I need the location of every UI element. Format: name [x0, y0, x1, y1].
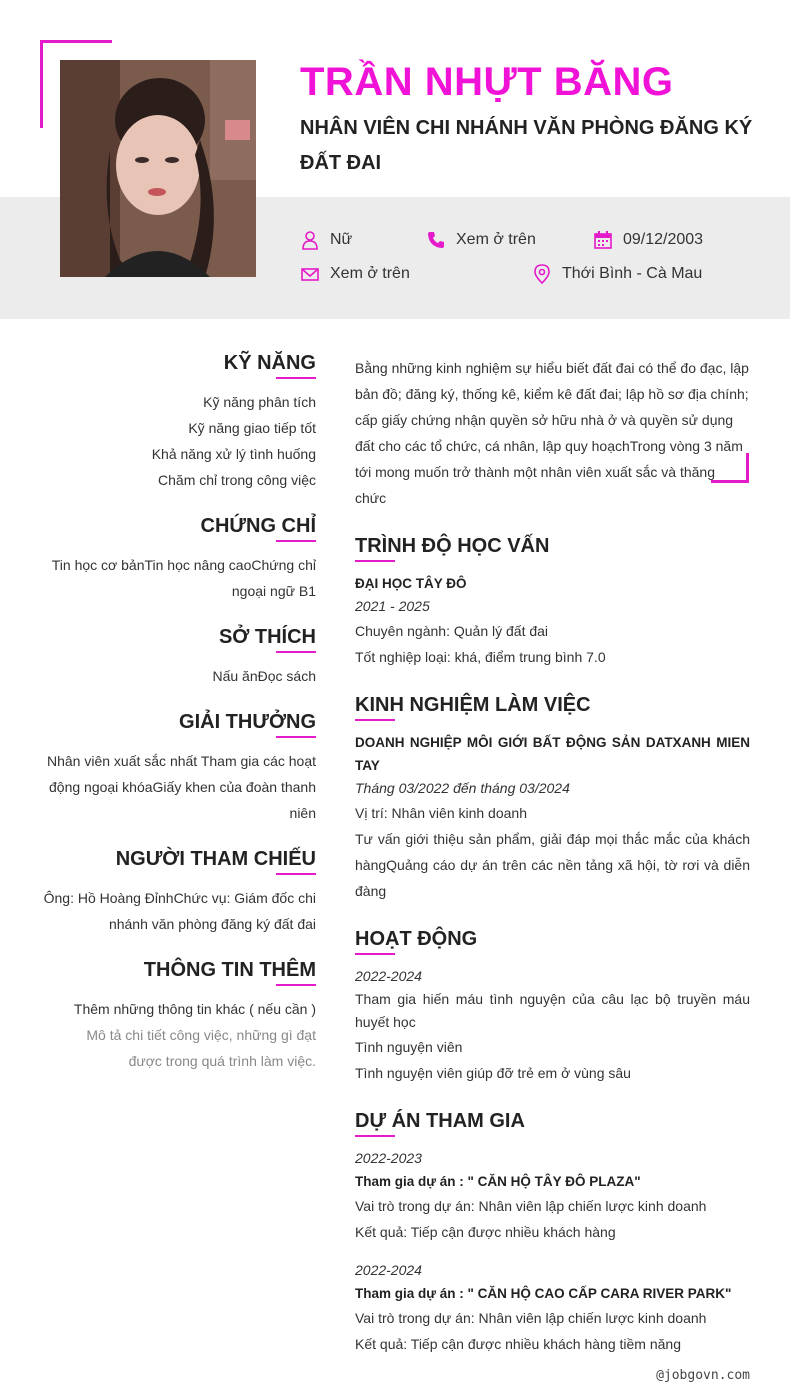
experience-section — [355, 694, 750, 904]
contact-gender — [300, 230, 352, 250]
email-value[interactable]: Xem ở trên — [330, 265, 410, 282]
project-item — [355, 1259, 750, 1357]
project-name: Tham gia dự án : " CĂN HỘ CAO CẤP CARA RIVER PARK" — [355, 1286, 732, 1301]
calendar-icon — [593, 230, 613, 250]
activity-item: Tham gia hiến máu tình nguyện của câu lạc bộ truyền máu huyết học — [355, 991, 750, 1030]
activity-item: Tình nguyện viên giúp đỡ trẻ em ở vùng sâu — [355, 1065, 631, 1081]
hobbies-title: SỞ THÍCH — [219, 626, 316, 653]
skills-section — [40, 352, 316, 493]
school-name: ĐẠI HỌC TÂY ĐÔ — [355, 576, 467, 591]
reference-section — [40, 848, 316, 937]
projects-title: DỰ ÁN THAM GIA — [355, 1110, 525, 1137]
reference-title: NGƯỜI THAM CHIẾU — [116, 848, 316, 875]
hobbies-section — [40, 626, 316, 689]
project-result: Kết quả: Tiếp cận được nhiều khách hàng tiềm năng — [355, 1336, 681, 1352]
location-pin-icon — [532, 264, 552, 284]
gender-value: Nữ — [330, 231, 353, 248]
contact-dob — [593, 230, 703, 250]
awards-title: GIẢI THƯỞNG — [179, 711, 316, 738]
user-icon — [300, 230, 320, 250]
more-info-section — [40, 959, 316, 1074]
profile-photo — [60, 60, 256, 277]
hobbies-text: Nấu ănĐọc sách — [212, 668, 316, 684]
activities-title: HOẠT ĐỘNG — [355, 928, 477, 955]
awards-section — [40, 711, 316, 826]
education-grade: Tốt nghiệp loại: khá, điểm trung bình 7.0 — [355, 649, 606, 665]
company-name: DOANH NGHIỆP MÔI GIỚI BẤT ĐỘNG SẢN DATXANH MIEN TAY — [355, 735, 750, 773]
more-info-title: THÔNG TIN THÊM — [144, 959, 316, 986]
project-period: 2022-2024 — [355, 1262, 422, 1278]
activities-section — [355, 928, 750, 1086]
certificates-title: CHỨNG CHỈ — [201, 515, 316, 542]
address-value: Thới Bình - Cà Mau — [562, 265, 703, 282]
projects-section — [355, 1110, 750, 1357]
skill-item: Chăm chỉ trong công việc — [158, 472, 316, 488]
avatar-illustration — [60, 60, 256, 277]
awards-text: Nhân viên xuất sắc nhất Tham gia các hoạt động ngoại khóaGiấy khen của đoàn thanh niên — [46, 753, 316, 821]
contact-phone — [426, 230, 536, 250]
certificates-section — [40, 515, 316, 604]
activity-item: Tình nguyện viên — [355, 1039, 463, 1055]
more-info-line: Thêm những thông tin khác ( nếu cần ) — [73, 1001, 316, 1017]
skill-item: Kỹ năng phân tích — [203, 394, 316, 410]
experience-period: Tháng 03/2022 đến tháng 03/2024 — [355, 780, 570, 796]
watermark-text: @jobgovn.com — [656, 1368, 750, 1383]
project-result: Kết quả: Tiếp cận được nhiều khách hàng — [355, 1224, 616, 1240]
job-title: NHÂN VIÊN CHI NHÁNH VĂN PHÒNG ĐĂNG KÝ ĐẤT ĐAI — [300, 117, 753, 174]
left-column — [40, 352, 316, 1096]
phone-icon — [426, 230, 446, 250]
activities-period: 2022-2024 — [355, 968, 422, 984]
candidate-name: TRẦN NHỰT BĂNG — [300, 60, 674, 104]
project-item — [355, 1147, 750, 1245]
skill-item: Kỹ năng giao tiếp tốt — [188, 420, 316, 436]
education-major: Chuyên ngành: Quản lý đất đai — [355, 623, 549, 639]
right-column — [355, 355, 750, 1371]
more-info-description: Mô tả chi tiết công việc, những gì đạt được trong quá trình làm việc. — [86, 1027, 316, 1069]
education-period: 2021 - 2025 — [355, 598, 430, 614]
project-role: Vai trò trong dự án: Nhân viên lập chiến lược kinh doanh — [355, 1310, 707, 1326]
experience-title: KINH NGHIỆM LÀM VIỆC — [355, 694, 591, 721]
education-title: TRÌNH ĐỘ HỌC VẤN — [355, 535, 549, 562]
experience-position: Vị trí: Nhân viên kinh doanh — [355, 805, 527, 821]
education-section — [355, 535, 750, 670]
mail-icon — [300, 264, 320, 284]
contact-email — [300, 264, 410, 284]
dob-value: 09/12/2003 — [623, 231, 704, 248]
skill-item: Khả năng xử lý tình huống — [151, 446, 316, 462]
career-summary: Bằng những kinh nghiệm sự hiểu biết đất đai có thể đo đạc, lập bản đồ; đăng ký, thống kê, kiểm kê đất đai; lập hồ sơ địa chính; cấp giấy chứng nhận quyền sở hữu nhà ở và quyền sử dụng đất cho các tổ chức, cá nhân, lập quy hoạchTrong vòng 3 năm tới mong muốn trở thành một nhân viên xuất sắc và thăng chức — [355, 360, 749, 506]
experience-description: Tư vấn giới thiệu sản phẩm, giải đáp mọi thắc mắc của khách hàngQuảng cáo dự án trên các nền tảng xã hội, tờ rơi và diễn đàng — [355, 831, 750, 899]
phone-value[interactable]: Xem ở trên — [456, 231, 536, 248]
project-period: 2022-2023 — [355, 1150, 422, 1166]
certificates-text: Tin học cơ bảnTin học nâng caoChứng chỉ ngoại ngữ B1 — [51, 557, 316, 599]
contact-address — [532, 264, 702, 284]
skills-title: KỸ NĂNG — [224, 352, 316, 379]
project-name: Tham gia dự án : " CĂN HỘ TÂY ĐÔ PLAZA" — [355, 1174, 641, 1189]
project-role: Vai trò trong dự án: Nhân viên lập chiến lược kinh doanh — [355, 1198, 707, 1214]
reference-text: Ông: Hồ Hoàng ĐỉnhChức vụ: Giám đốc chi nhánh văn phòng đăng ký đất đai — [43, 890, 316, 932]
